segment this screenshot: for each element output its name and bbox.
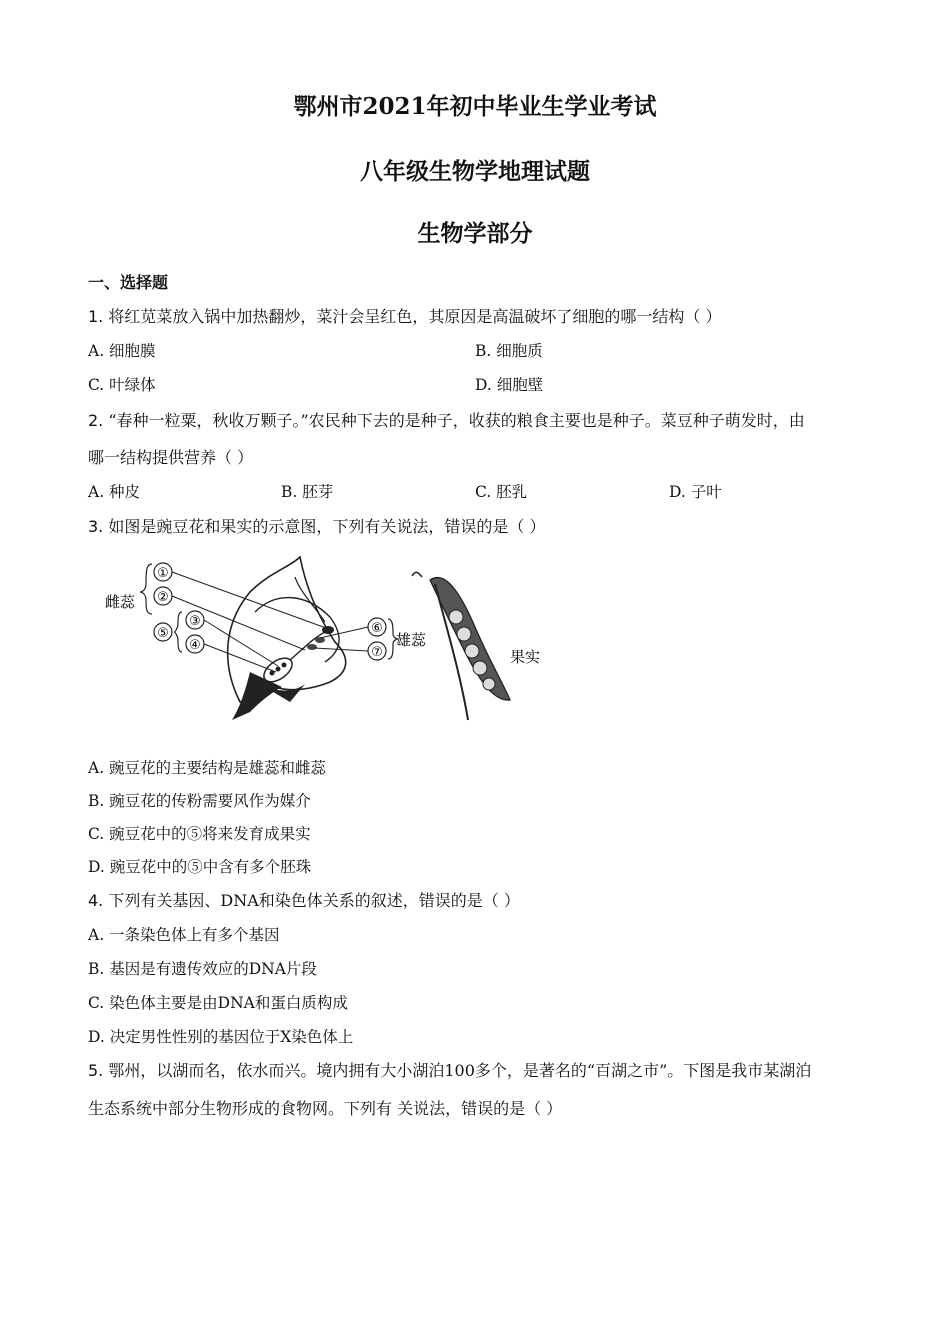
q1-option-c: C. 叶绿体 — [88, 376, 156, 394]
question-number: 5. — [88, 1061, 104, 1080]
question-5 — [88, 1058, 811, 1081]
section-part-title: 生物学部分 — [417, 220, 533, 247]
marker-3-label: ③ — [189, 614, 201, 629]
pistil-brace — [140, 564, 152, 614]
q1-option-b: B. 细胞质 — [475, 342, 543, 360]
fruit-label: 果实 — [510, 648, 541, 666]
question-text-line1: “春种一粒粟，秋收万颗子。”农民种下去的是种子，收获的粮食主要也是种子。菜豆种子萌发时，由 — [108, 411, 805, 430]
question-2 — [88, 408, 805, 431]
ovule — [276, 667, 281, 672]
marker-6-label: ⑥ — [371, 621, 383, 636]
question-number: 1. — [88, 307, 104, 326]
pea-flower-fruit-diagram — [100, 552, 560, 727]
q1-option-a: A. 细胞膜 — [88, 342, 156, 360]
q2-option-c: C. 胚乳 — [475, 483, 528, 501]
pea-seed — [465, 644, 479, 658]
marker-5-label: ⑤ — [157, 626, 169, 641]
q3-option-b: B. 豌豆花的传粉需要风作为媒介 — [88, 792, 311, 810]
q2-option-b: B. 胚芽 — [281, 483, 334, 501]
leader-line — [204, 620, 278, 666]
q3-option-d: D. 豌豆花中的⑤中含有多个胚珠 — [88, 858, 312, 876]
q4-option-c: C. 染色体主要是由DNA和蛋白质构成 — [88, 994, 348, 1012]
pea-seed — [473, 661, 487, 675]
marker-1-label: ① — [157, 566, 169, 581]
exam-subtitle: 八年级生物学地理试题 — [360, 158, 590, 185]
pea-seed — [449, 610, 463, 624]
question-text: 将红苋菜放入锅中加热翻炒，菜汁会呈红色，其原因是高温破坏了细胞的哪一结构（ ） — [108, 307, 722, 326]
pea-pod — [430, 578, 510, 701]
q2-option-d: D. 子叶 — [669, 483, 722, 501]
q4-option-b: B. 基因是有遗传效应的DNA片段 — [88, 960, 317, 978]
q3-option-c: C. 豌豆花中的⑤将来发育成果实 — [88, 825, 311, 843]
question-number: 3. — [88, 517, 104, 536]
pod-stem — [412, 572, 422, 577]
ovule — [282, 663, 287, 668]
question-3 — [88, 514, 545, 537]
pistil-label: 雌蕊 — [105, 593, 136, 611]
question-text: 如图是豌豆花和果实的示意图，下列有关说法，错误的是（ ） — [108, 517, 546, 536]
q3-option-a: A. 豌豆花的主要结构是雄蕊和雌蕊 — [88, 759, 327, 777]
marker-2-label: ② — [157, 590, 169, 605]
q4-option-a: A. 一条染色体上有多个基因 — [88, 926, 280, 944]
marker-4-label: ④ — [189, 638, 201, 653]
question-1 — [88, 304, 721, 327]
question-2-line2: 哪一结构提供营养（ ） — [88, 448, 254, 467]
marker-7-label: ⑦ — [371, 645, 383, 660]
question-number: 4. — [88, 891, 104, 910]
pea-seed — [483, 678, 495, 690]
exam-title: 鄂州市2021年初中毕业生学业考试 — [293, 93, 657, 120]
question-text: 下列有关基因、DNA和染色体关系的叙述，错误的是（ ） — [108, 891, 520, 910]
q2-option-a: A. 种皮 — [88, 483, 141, 501]
q1-option-d: D. 细胞壁 — [475, 376, 544, 394]
q4-option-d: D. 决定男性性别的基因位于X染色体上 — [88, 1028, 354, 1046]
stamen-label: 雄蕊 — [396, 631, 427, 649]
section-heading: 一、选择题 — [88, 273, 169, 292]
ovary-brace — [174, 612, 182, 652]
pea-seed — [457, 627, 471, 641]
anther — [307, 644, 317, 650]
question-5-line2: 生态系统中部分生物形成的食物网。下列有 关说法，错误的是（ ） — [88, 1099, 563, 1118]
question-number: 2. — [88, 411, 104, 430]
question-text-line1: 鄂州，以湖而名，依水而兴。境内拥有大小湖泊100多个，是著名的“百湖之市”。下图是我市某湖泊 — [108, 1061, 812, 1080]
question-4 — [88, 888, 520, 911]
